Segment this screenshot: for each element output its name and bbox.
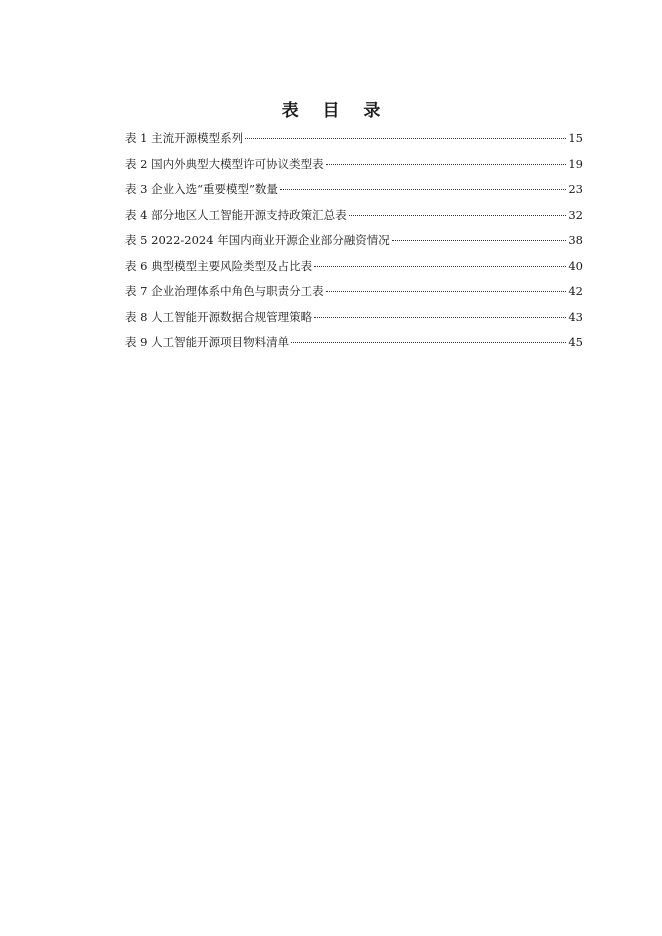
toc-entry-page: 19 [568,156,583,171]
leader-dots [326,291,567,292]
leader-dots [314,266,566,267]
leader-dots [326,164,567,165]
toc-entry[interactable] [125,230,583,256]
toc-entry-label: 表 4 部分地区人工智能开源支持政策汇总表 [125,207,347,222]
toc-entry[interactable] [125,332,583,358]
toc-entry-label: 表 5 2022-2024 年国内商业开源企业部分融资情况 [125,233,390,247]
toc-entry-page: 42 [568,284,583,298]
toc-entry-page: 38 [568,233,583,247]
toc-title: 表 目 录 [281,101,390,121]
toc-entry-page: 15 [568,131,583,145]
table-of-tables-list [125,128,583,358]
toc-entry-page: 43 [568,309,583,324]
toc-entry-label: 表 7 企业治理体系中角色与职责分工表 [125,284,324,298]
toc-entry-label: 表 3 企业入选“重要模型”数量 [125,182,278,196]
toc-entry-page: 40 [568,258,583,273]
toc-entry[interactable] [125,128,583,154]
leader-dots [245,138,566,139]
toc-entry-page: 32 [568,207,583,222]
toc-entry[interactable] [125,281,583,307]
toc-entry[interactable] [125,307,583,333]
toc-entry-page: 23 [568,182,583,196]
toc-entry-page: 45 [568,335,583,349]
toc-entry-label: 表 8 人工智能开源数据合规管理策略 [125,309,313,324]
toc-entry-label: 表 6 典型模型主要风险类型及占比表 [125,258,313,273]
toc-entry[interactable] [125,154,583,180]
toc-entry[interactable] [125,179,583,205]
leader-dots [314,317,566,318]
leader-dots [392,240,567,241]
toc-entry-label: 表 9 人工智能开源项目物料清单 [125,335,290,349]
leader-dots [280,189,566,190]
toc-entry-label: 表 2 国内外典型大模型许可协议类型表 [125,156,324,171]
toc-entry[interactable] [125,256,583,282]
leader-dots [349,215,567,216]
leader-dots [291,342,566,343]
toc-entry-label: 表 1 主流开源模型系列 [125,131,244,145]
toc-entry[interactable] [125,205,583,231]
